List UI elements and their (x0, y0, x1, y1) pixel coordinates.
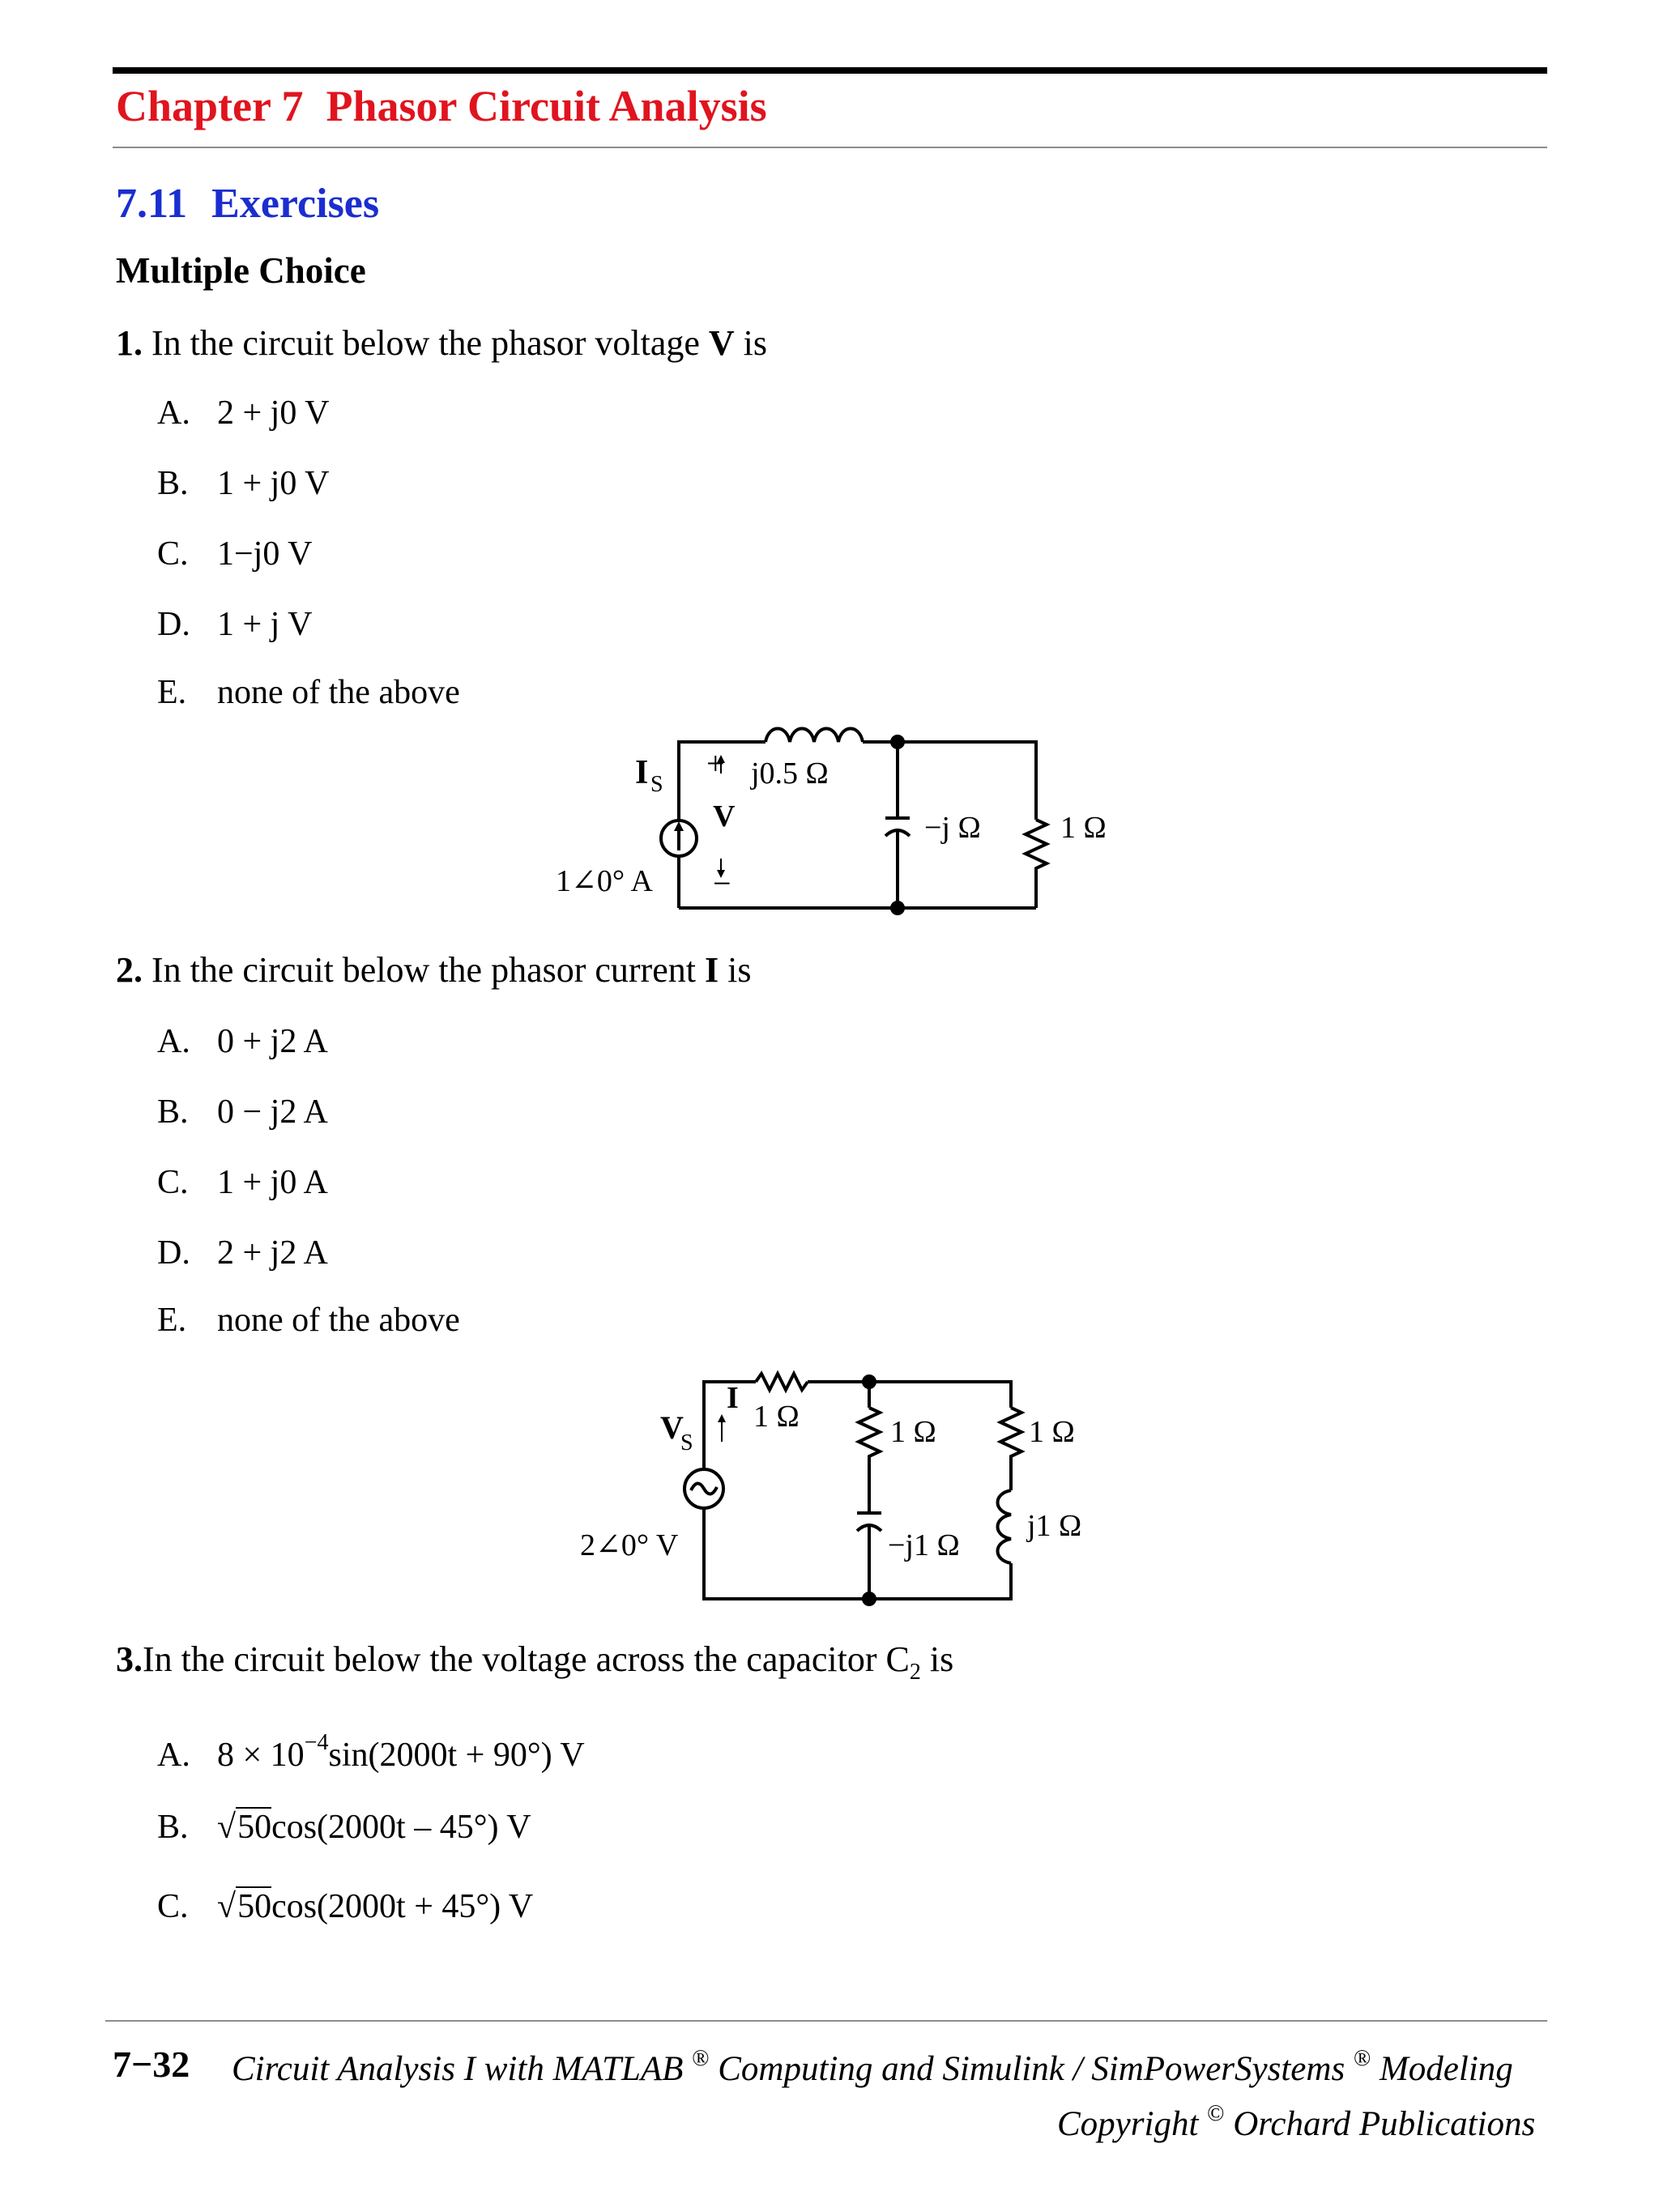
c1-capacitor-label: −j Ω (924, 811, 981, 845)
q2-option-c: C. 1 + j0 A (157, 1164, 328, 1201)
c1-source-value: 1∠0° A (556, 864, 653, 898)
c1-source-sub: S (650, 772, 663, 797)
subheading: Multiple Choice (116, 250, 366, 291)
c2-current-label: I (727, 1381, 739, 1415)
c1-inductor-coil (766, 729, 863, 743)
q1-option-b: B. 1 + j0 V (157, 465, 330, 502)
section-heading: 7.11 Exercises (116, 181, 380, 227)
c2-source-label: V (660, 1409, 684, 1446)
q3-option-a: A. $8 \times 10^{-4}\sin(2000t + 90^\circ)$ V (157, 1730, 585, 1774)
q2-option-e: E. none of the above (157, 1302, 460, 1339)
c2-source-value: 2∠0° V (580, 1528, 679, 1562)
q2-option-b: B. 0 − j2 A (157, 1093, 328, 1131)
q1-option-d: D. 1 + j V (157, 606, 313, 643)
c2-right-resistor (1000, 1408, 1021, 1490)
footer-book-title: Circuit Analysis I with MATLAB ® Computing and Simulink / SimPowerSystems ® Modeling (232, 2046, 1513, 2088)
c1-resistor-label: 1 Ω (1060, 811, 1107, 845)
c1-plus: + (706, 745, 725, 782)
c2-inductor (998, 1490, 1012, 1563)
c2-middle-resistor (859, 1408, 880, 1513)
page-number: 7−32 (113, 2044, 190, 2085)
c1-resistor (1026, 820, 1047, 876)
c1-inductor-label: j0.5 Ω (751, 757, 829, 791)
c2-inductor-label: j1 Ω (1027, 1509, 1082, 1543)
c2-right-resistor-label: 1 Ω (1029, 1415, 1075, 1449)
c1-source-label: I (635, 754, 649, 791)
c1-minus: − (713, 865, 731, 901)
sqrt-icon: √ (217, 1809, 237, 1846)
footer-divider (105, 2020, 1547, 2022)
q3-option-c: C. √50cos(2000t + 45°) V (157, 1888, 534, 1925)
c2-capacitor-label: −j1 Ω (888, 1528, 960, 1562)
q1-option-c: C. 1−j0 V (157, 535, 313, 573)
c2-series-resistor-label: 1 Ω (753, 1400, 800, 1434)
sqrt-icon: √ (217, 1888, 237, 1925)
c2-source-sub: S (680, 1430, 693, 1455)
footer-copyright: Copyright © Orchard Publications (1057, 2101, 1536, 2143)
q1-option-a: A. 2 + j0 V (157, 394, 330, 432)
q1-option-e: E. none of the above (157, 674, 460, 711)
c1-voltage-label: V (713, 799, 736, 833)
q2-option-a: A. 0 + j2 A (157, 1023, 328, 1060)
c2-middle-resistor-label: 1 Ω (890, 1415, 936, 1449)
question-1: 1. In the circuit below the phasor voltage V is (116, 323, 768, 363)
chapter-heading: Chapter 7 Phasor Circuit Analysis (116, 82, 767, 130)
question-3: 3.In the circuit below the voltage across the capacitor $C_2$ is (116, 1639, 954, 1685)
q2-option-d: D. 2 + j2 A (157, 1234, 328, 1272)
question-2: 2. In the circuit below the phasor current I is (116, 950, 752, 990)
c2-series-resistor (756, 1374, 808, 1390)
q3-option-b: B. √50cos(2000t – 45°) V (157, 1809, 531, 1846)
